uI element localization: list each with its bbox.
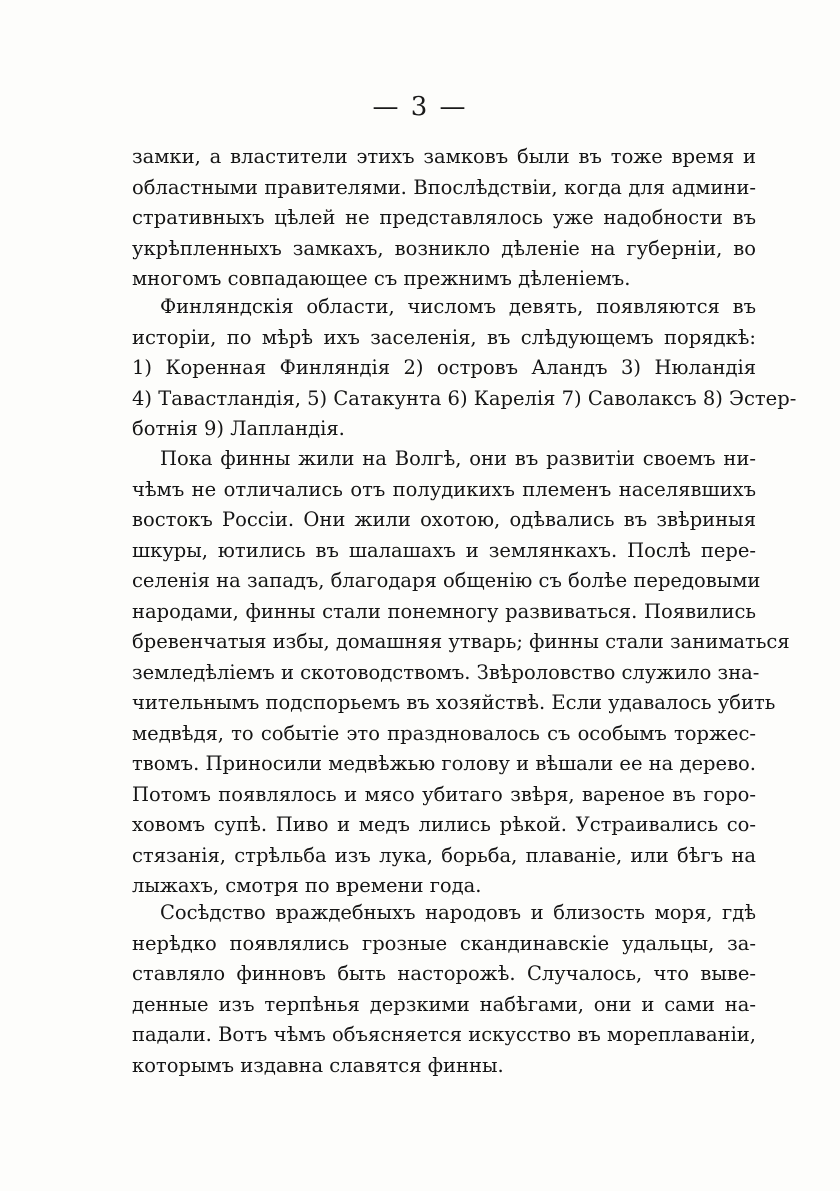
text-line: твомъ. Приносили медвѣжью голову и вѣшали ее на дерево. (132, 752, 756, 775)
text-line: народами, финны стали понемногу развиваться. Появились (132, 599, 756, 623)
text-line: падали. Вотъ чѣмъ объясняется искусство въ мореплаваніи, (132, 1023, 756, 1046)
text-line: замки, а властители этихъ замковъ были въ тоже время и (132, 145, 756, 168)
text-line: которымъ издавна славятся финны. (132, 1053, 504, 1077)
text-line: шкуры, ютились въ шалашахъ и землянкахъ. Послѣ пере- (132, 538, 756, 562)
text-line: лыжахъ, смотря по времени года. (132, 874, 482, 897)
text-line: 1) Коренная Финляндія 2) островъ Аландъ 3) Нюландія (132, 356, 756, 379)
text-line: стязанія, стрѣльба изъ лука, борьба, плаваніе, или бѣгъ на (132, 843, 756, 867)
text-line: ховомъ супѣ. Пиво и медъ лились рѣкой. Устраивались со- (132, 813, 756, 836)
text-line: бревенчатыя избы, домашняя утварь; финны стали заниматься (132, 630, 790, 653)
paragraph-1 (132, 142, 756, 295)
text-line: земледѣліемъ и скотоводствомъ. Звѣроловство служило зна- (132, 660, 760, 684)
text-line: чительнымъ подспорьемъ въ хозяйствѣ. Если удавалось убить (132, 691, 776, 714)
text-line: Потомъ появлялось и мясо убитаго звѣря, вареное въ горо- (132, 782, 756, 806)
text-line: медвѣдя, то событіе это праздновалось съ особымъ торжес- (132, 721, 756, 745)
text-line: стративныхъ цѣлей не представлялось уже надобности въ (132, 206, 756, 229)
text-line: ботнія 9) Лапландія. (132, 417, 345, 440)
page-number: — 3 — (372, 92, 468, 122)
paragraph-3 (132, 444, 790, 902)
text-line: 4) Тавастландія, 5) Сатакунта 6) Карелія 7) Саволаксъ 8) Эстер- (132, 386, 797, 410)
paragraph-2 (132, 292, 797, 445)
text-line: селенія на западъ, благодаря общенію съ болѣе передовыми (132, 569, 761, 592)
text-line: ставляло финновъ быть насторожѣ. Случалось, что выве- (132, 962, 756, 985)
text-line: областными правителями. Впослѣдствіи, когда для админи- (132, 175, 756, 199)
text-line: Финляндскія области, числомъ девять, появляются въ (160, 295, 756, 318)
text-line: востокъ Россіи. Они жили охотою, одѣвались въ звѣриныя (132, 508, 756, 531)
text-line: многомъ совпадающее съ прежнимъ дѣленіемъ. (132, 267, 631, 290)
text-line: исторіи, по мѣрѣ ихъ заселенія, въ слѣдующемъ порядкѣ: (132, 325, 756, 349)
text-line: укрѣпленныхъ замкахъ, возникло дѣленіе на губерніи, во (132, 236, 756, 260)
paragraph-4 (132, 898, 756, 1081)
text-line: Сосѣдство враждебныхъ народовъ и близость моря, гдѣ (160, 901, 756, 924)
text-line: нерѣдко появлялись грозные скандинавскіе удальцы, за- (132, 931, 756, 955)
text-line: чѣмъ не отличались отъ полудикихъ племенъ населявшихъ (132, 477, 756, 501)
text-line: денные изъ терпѣнья дерзкими набѣгами, они и сами на- (132, 992, 756, 1016)
text-line: Пока финны жили на Волгѣ, они въ развитіи своемъ ни- (160, 447, 756, 470)
